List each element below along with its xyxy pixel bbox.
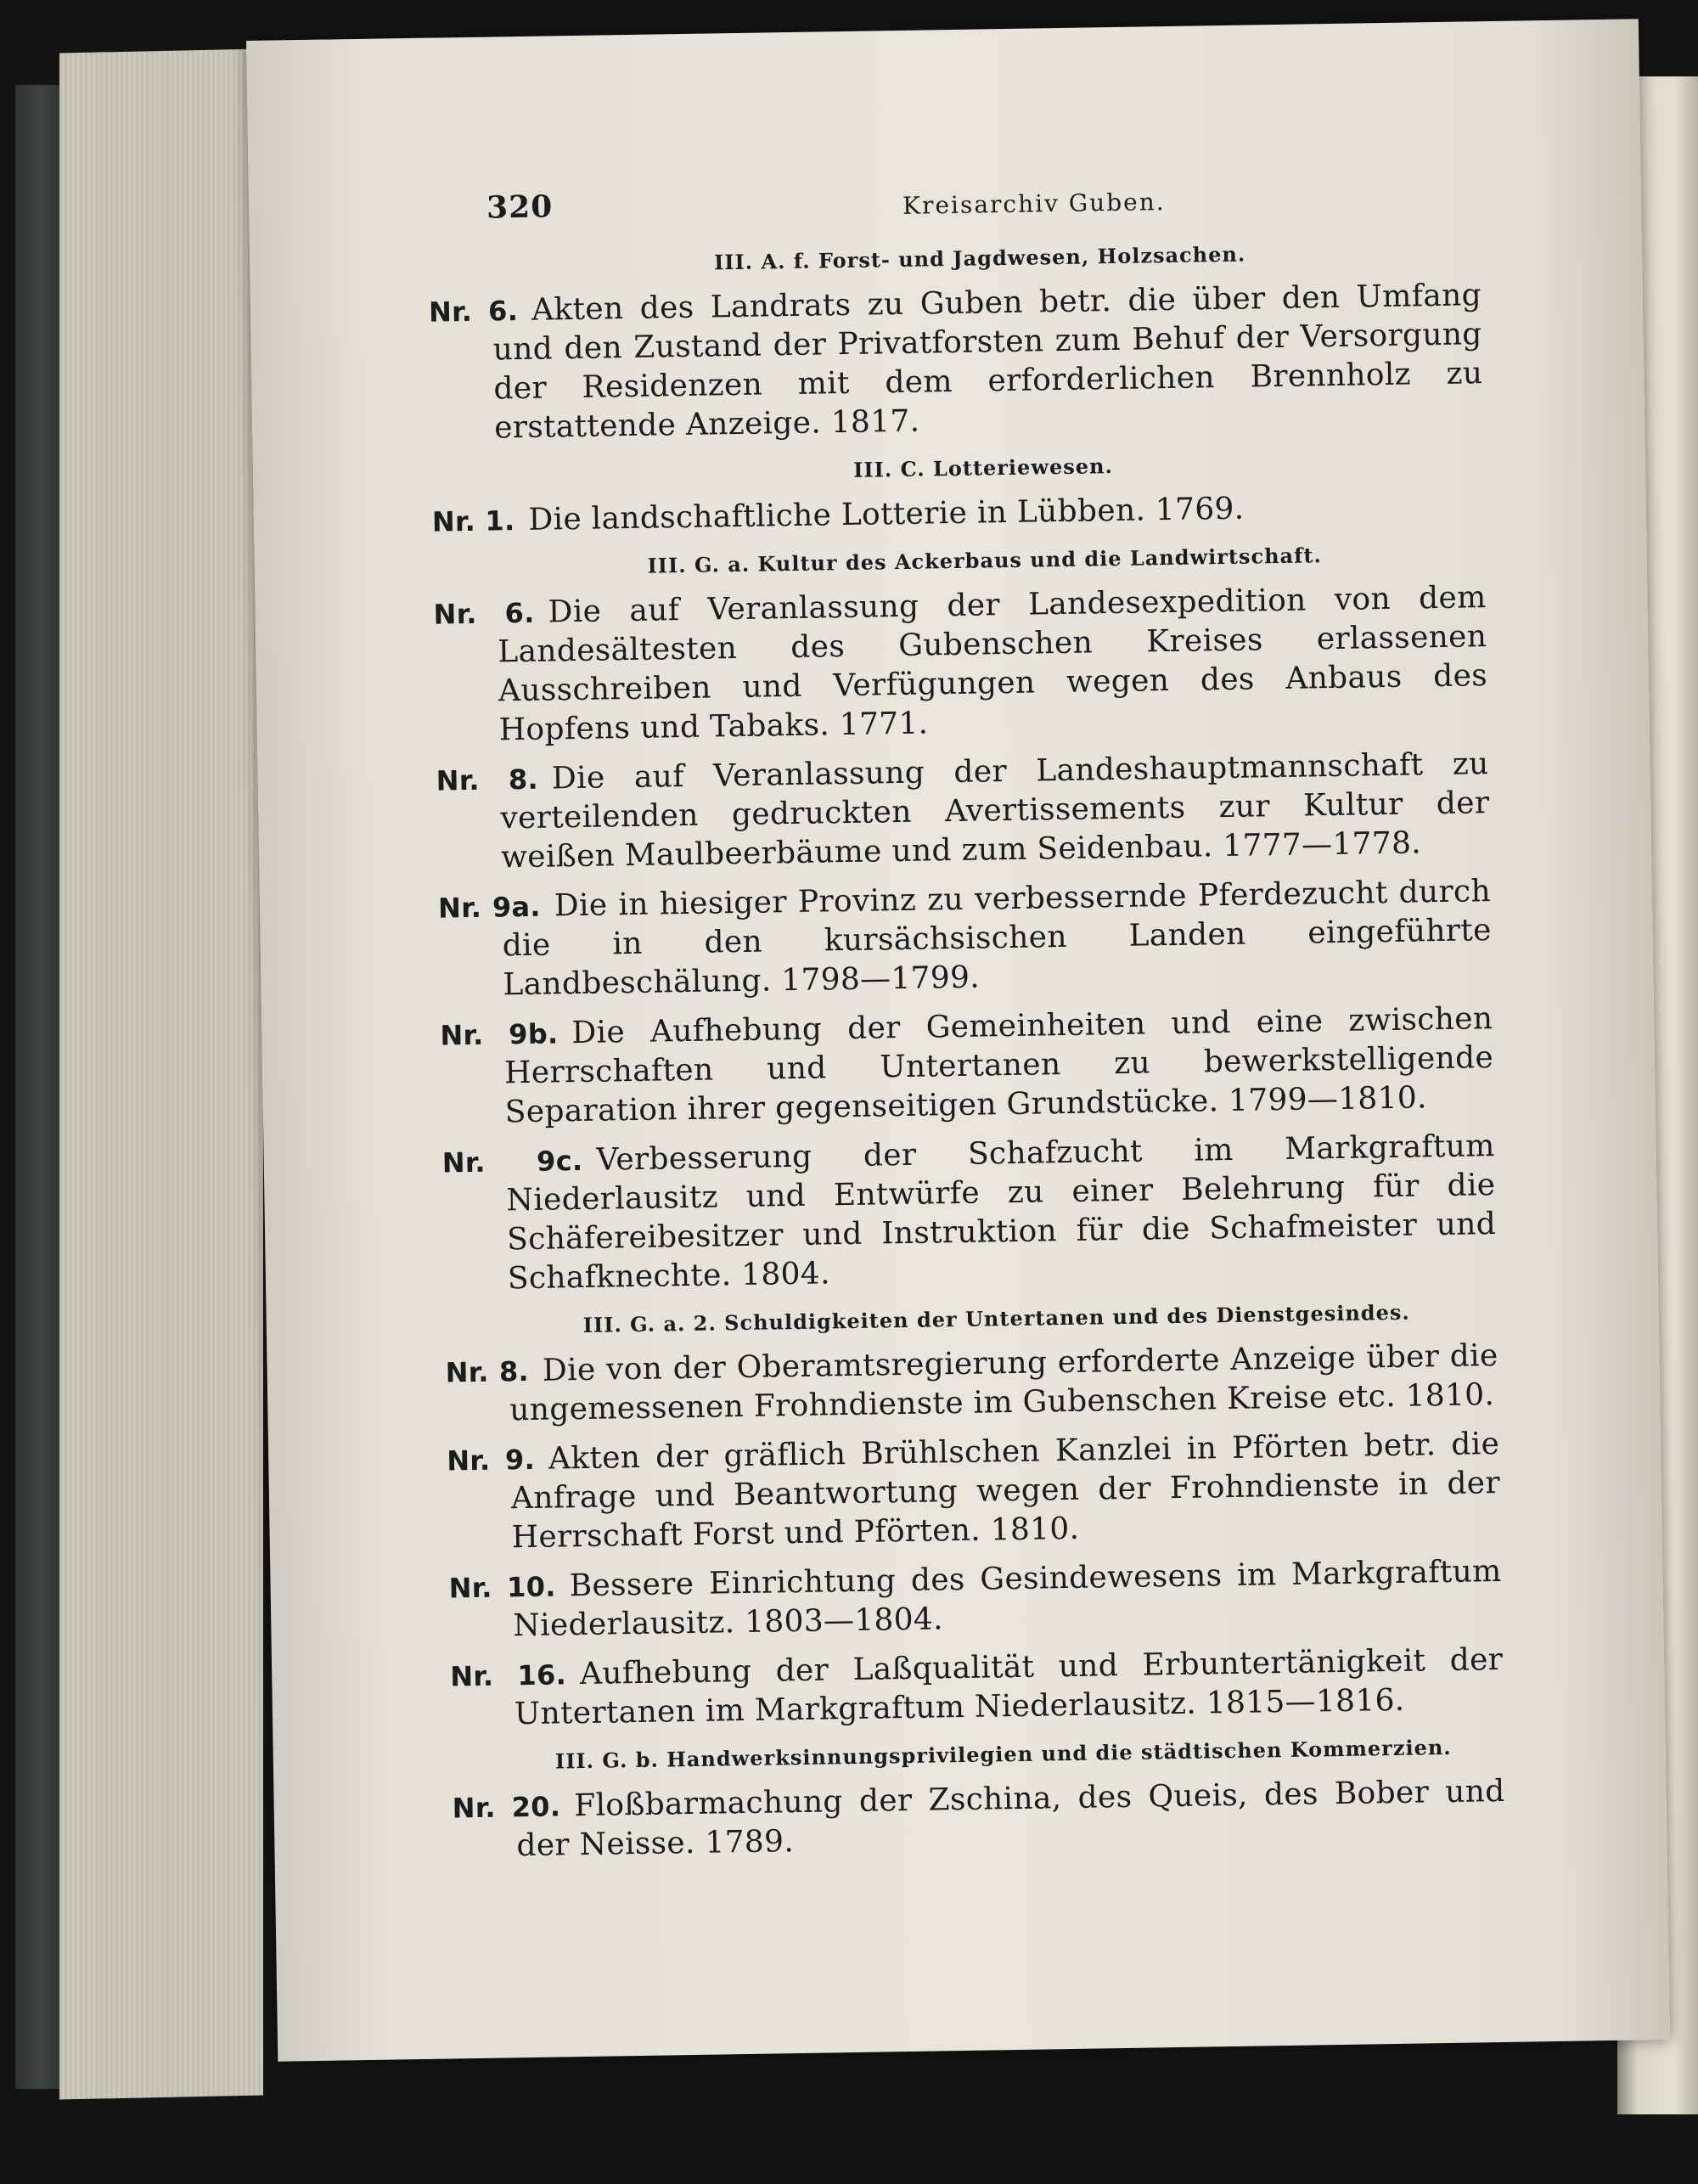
entry-number: Nr. 6. bbox=[433, 596, 535, 631]
entry-text: Die von der Oberamtsregierung erforderte Anzeige über die ungemessenen Frohndienste im Gubenschen Kreise etc. 1810. bbox=[509, 1338, 1498, 1428]
running-header: Kreisarchiv Guben. bbox=[902, 188, 1166, 220]
entry-number: Nr. 20. bbox=[452, 1790, 561, 1825]
entry-text: Akten des Landrats zu Guben betr. die über den Umfang und den Zustand der Privatforsten zum Behuf der Versorgung der Residenzen mit dem erforderlichen Brennholz zu erstattende Anzeige. 1817. bbox=[492, 278, 1483, 446]
entry-schuld-nr10 bbox=[448, 1552, 1502, 1646]
entry-handwerk-nr20 bbox=[452, 1772, 1505, 1866]
entry-text: Verbesserung der Schafzucht im Markgraftum Niederlausitz und Entwürfe zu einer Belehrung für die Schäfereibesitzer und Instruktion für die Schafmeister und Schafknechte. 1804. bbox=[506, 1129, 1497, 1297]
entry-text: Die Aufhebung der Gemeinheiten und eine zwischen Herrschaften und Untertanen zu bewerkstelligende Separation ihrer gegenseitigen Grundstücke. 1799—1810. bbox=[503, 1001, 1494, 1130]
entry-number: Nr. 6. bbox=[428, 295, 519, 329]
entry-number: Nr. 8. bbox=[445, 1354, 530, 1389]
entry-text: Die landschaftliche Lotterie in Lübben. 1769. bbox=[528, 491, 1245, 538]
book-page bbox=[246, 19, 1670, 2061]
entry-text: Die auf Veranlassung der Landeshauptmannschaft zu verteilenden gedruckten Avertissements zur Kultur der weißen Maulbeerbäume und zum Seidenbau. 1777—1778. bbox=[500, 746, 1490, 875]
entry-number: Nr. 10. bbox=[448, 1570, 557, 1605]
section-heading-schuldigkeiten: III. G. a. 2. Schuldigkeiten der Untertanen und des Dienstgesindes. bbox=[582, 1299, 1410, 1337]
entry-number: Nr. 1. bbox=[431, 504, 515, 538]
section-heading-forst: III. A. f. Forst- und Jagdwesen, Holzsachen. bbox=[713, 241, 1246, 275]
entry-forst-nr6 bbox=[429, 276, 1484, 448]
entry-number: Nr. 16. bbox=[449, 1658, 567, 1693]
entry-text: Die auf Veranlassung der Landesexpedition von dem Landesältesten des Gubenschen Kreises erlassenen Ausschreiben und Verfügungen wegen des Anbaus des Hopfens und Tabaks. 1771. bbox=[498, 580, 1488, 748]
archive-listing bbox=[428, 238, 1506, 1877]
book-spine bbox=[15, 85, 66, 2089]
section-heading-handwerk: III. G. b. Handwerksinnungsprivilegien und die städtischen Kommerzien. bbox=[554, 1734, 1452, 1774]
page-content-area bbox=[246, 19, 1670, 2061]
entry-text: Akten der gräflich Brühlschen Kanzlei in Pförten betr. die Anfrage und Beantwortung wegen der Frohndienste in der Herrschaft Forst und Pförten. 1810. bbox=[510, 1427, 1501, 1556]
page-number: 320 bbox=[486, 189, 554, 226]
entry-ackerbau-nr6 bbox=[433, 578, 1488, 751]
entry-text: Floßbarmachung der Zschina, des Queis, des Bober und der Neisse. 1789. bbox=[516, 1773, 1505, 1864]
entry-schuld-nr16 bbox=[450, 1641, 1504, 1735]
entry-lotterie-nr1 bbox=[432, 486, 1486, 541]
entry-number: Nr. 9c. bbox=[441, 1144, 583, 1179]
entry-schuld-nr9 bbox=[447, 1425, 1501, 1558]
entry-ackerbau-nr8 bbox=[436, 745, 1490, 878]
section-heading-ackerbau: III. G. a. Kultur des Ackerbaus und die Landwirtschaft. bbox=[647, 543, 1323, 578]
entry-text: Die in hiesiger Provinz zu verbessernde Pferdezucht durch die in den kursächsischen Landen eingeführte Landbeschälung. 1798—1799. bbox=[502, 874, 1492, 1003]
entry-ackerbau-nr9c bbox=[441, 1127, 1497, 1299]
entry-number: Nr. 9. bbox=[447, 1443, 536, 1478]
entry-schuld-nr8 bbox=[445, 1337, 1498, 1431]
entry-ackerbau-nr9a bbox=[438, 872, 1493, 1005]
entry-number: Nr. 9b. bbox=[440, 1017, 559, 1052]
entry-number: Nr. 9a. bbox=[437, 890, 542, 925]
entry-text: Aufhebung der Laßqualität und Erbuntertänigkeit der Untertanen im Markgraftum Niederlausitz. 1815—1816. bbox=[514, 1641, 1504, 1732]
entry-text: Bessere Einrichtung des Gesindewesens im Markgraftum Niederlausitz. 1803—1804. bbox=[513, 1554, 1502, 1644]
entry-number: Nr. 8. bbox=[436, 763, 539, 797]
page-edges bbox=[59, 48, 263, 2099]
entry-ackerbau-nr9b bbox=[440, 999, 1494, 1133]
section-heading-lotterie: III. C. Lotteriewesen. bbox=[852, 453, 1114, 482]
